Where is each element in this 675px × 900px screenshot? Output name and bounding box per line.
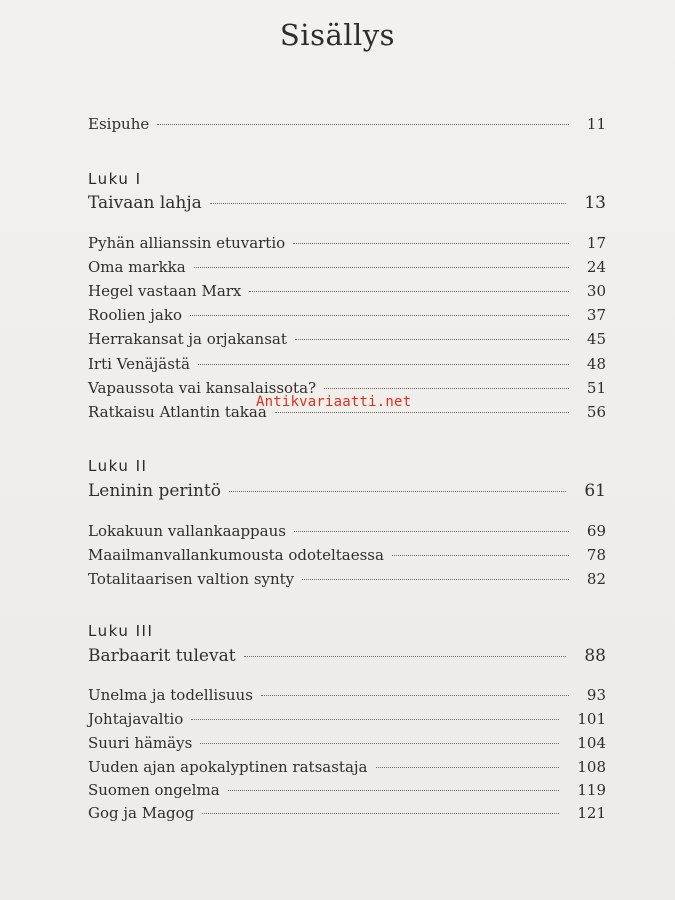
- toc-entry-page: 88: [584, 646, 606, 666]
- toc-entry-label: Uuden ajan apokalyptinen ratsastaja: [88, 758, 368, 776]
- toc-entry-page: 61: [584, 481, 606, 501]
- toc-entry: [88, 781, 606, 799]
- chapter-heading: Luku II: [88, 457, 148, 475]
- toc-entry-label: Irti Venäjästä: [88, 355, 190, 373]
- dot-leader: [157, 124, 569, 125]
- dot-leader: [249, 291, 569, 292]
- dot-leader: [194, 267, 569, 268]
- toc-entry-label: Leninin perintö: [88, 481, 221, 501]
- dot-leader: [210, 203, 567, 204]
- toc-entry-page: 119: [577, 781, 606, 799]
- toc-entry-page: 17: [586, 234, 606, 252]
- toc-entry: [88, 734, 606, 752]
- dot-leader: [200, 743, 559, 744]
- toc-entry: [88, 804, 606, 822]
- toc-entry: [88, 234, 606, 252]
- toc-entry-label: Suuri hämäys: [88, 734, 193, 752]
- toc-entry-label: Pyhän allianssin etuvartio: [88, 234, 286, 252]
- dot-leader: [302, 579, 569, 580]
- dot-leader: [376, 767, 560, 768]
- dot-leader: [244, 656, 567, 657]
- toc-entry: [88, 758, 606, 776]
- dot-leader: [275, 412, 569, 413]
- toc-entry-label: Johtajavaltio: [88, 710, 184, 728]
- toc-entry-label: Oma markka: [88, 258, 186, 276]
- toc-entry-page: 37: [586, 306, 606, 324]
- toc-entry-page: 11: [586, 115, 606, 133]
- toc-entry-label: Maailmanvallankumousta odoteltaessa: [88, 546, 384, 564]
- toc-chapter-title: [88, 193, 606, 213]
- dot-leader: [191, 719, 559, 720]
- toc-entry: [88, 686, 606, 704]
- toc-entry-page: 45: [586, 330, 606, 348]
- dot-leader: [324, 388, 569, 389]
- toc-entry-page: 13: [584, 193, 606, 213]
- toc-entry-page: 104: [577, 734, 606, 752]
- toc-chapter-title: [88, 481, 606, 501]
- toc-entry-page: 93: [586, 686, 606, 704]
- toc-entry: [88, 522, 606, 540]
- chapter-heading: Luku III: [88, 622, 154, 640]
- dot-leader: [228, 790, 560, 791]
- toc-entry-page: 69: [586, 522, 606, 540]
- toc-entry-page: 121: [577, 804, 606, 822]
- toc-entry-label: Suomen ongelma: [88, 781, 220, 799]
- toc-entry-page: 51: [586, 379, 606, 397]
- dot-leader: [293, 243, 569, 244]
- dot-leader: [295, 339, 569, 340]
- dot-leader: [202, 813, 559, 814]
- dot-leader: [294, 531, 569, 532]
- toc-entry: [88, 258, 606, 276]
- toc-entry-label: Ratkaisu Atlantin takaa: [88, 403, 267, 421]
- toc-entry-page: 48: [586, 355, 606, 373]
- toc-entry-page: 24: [586, 258, 606, 276]
- toc-entry-page: 82: [586, 570, 606, 588]
- dot-leader: [229, 491, 566, 492]
- toc-entry-label: Taivaan lahja: [88, 193, 202, 213]
- toc-entry-page: 101: [577, 710, 606, 728]
- toc-entry: [88, 546, 606, 564]
- toc-entry-page: 30: [586, 282, 606, 300]
- toc-entry-page: 78: [586, 546, 606, 564]
- chapter-heading: Luku I: [88, 170, 142, 188]
- dot-leader: [190, 315, 569, 316]
- toc-entry-label: Barbaarit tulevat: [88, 646, 236, 666]
- toc-entry-preface: [88, 115, 606, 133]
- page-title: Sisällys: [279, 18, 396, 52]
- toc-entry: [88, 282, 606, 300]
- dot-leader: [392, 555, 569, 556]
- toc-entry-label: Lokakuun vallankaappaus: [88, 522, 286, 540]
- toc-entry: [88, 330, 606, 348]
- dot-leader: [261, 695, 569, 696]
- toc-entry: [88, 355, 606, 373]
- toc-entry-label: Esipuhe: [88, 115, 150, 133]
- toc-entry: [88, 570, 606, 588]
- toc-entry-label: Roolien jako: [88, 306, 182, 324]
- toc-entry-page: 56: [586, 403, 606, 421]
- toc-entry-label: Totalitaarisen valtion synty: [88, 570, 295, 588]
- toc-chapter-title: [88, 646, 606, 666]
- toc-entry-label: Unelma ja todellisuus: [88, 686, 253, 704]
- toc-entry-label: Hegel vastaan Marx: [88, 282, 242, 300]
- watermark-text: Antikvariaatti.net: [256, 394, 412, 410]
- toc-entry-label: Herrakansat ja orjakansat: [88, 330, 287, 348]
- toc-entry-label: Vapaussota vai kansalaissota?: [88, 379, 317, 397]
- toc-entry: [88, 710, 606, 728]
- toc-entry-page: 108: [577, 758, 606, 776]
- toc-entry: [88, 306, 606, 324]
- toc-entry-label: Gog ja Magog: [88, 804, 195, 822]
- dot-leader: [198, 364, 569, 365]
